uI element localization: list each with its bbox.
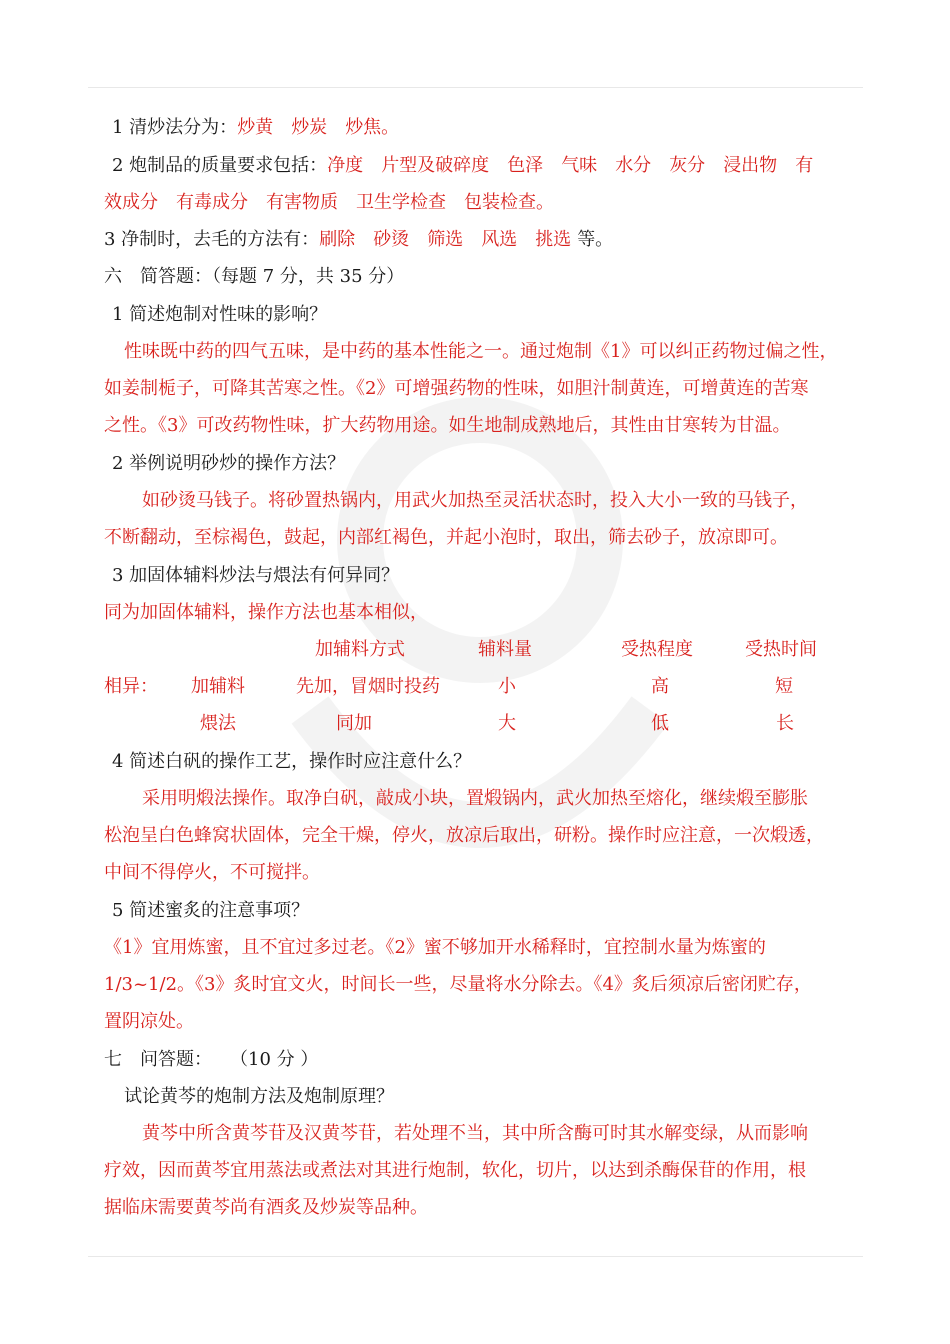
fill-q1-answer: 炒黄	[237, 117, 274, 138]
table-row-name: 煨法	[200, 713, 236, 734]
fill-q3-answer: 筛选	[427, 229, 464, 250]
s7-answer-line: 黄芩中所含黄芩苷及汉黄芩苷，若处理不当，其中所含酶可时其水解变绿，从而影响	[142, 1123, 808, 1144]
s6-q4-answer-line: 中间不得停火，不可搅拌。	[104, 862, 320, 883]
s6-q5-answer-line: 《1》宜用炼蜜，且不宜过多过老。《2》蜜不够加开水稀释时，宜控制水量为炼蜜的	[104, 937, 766, 958]
fill-q3-answer: 刷除	[319, 229, 356, 250]
table-cell: 大	[498, 713, 516, 734]
table-header: 加辅料方式	[315, 639, 405, 660]
fill-q2-answer: 浸出物	[723, 155, 778, 176]
fill-q2-answer: 灰分	[669, 155, 706, 176]
table-cell: 短	[775, 676, 793, 697]
s6-q1-answer-line: 如姜制栀子，可降其苦寒之性。《2》可增强药物的性味，如胆汁制黄连，可增黄连的苦寒	[104, 378, 809, 399]
section7-heading: 七 问答题： （10 分 ）	[104, 1049, 319, 1070]
table-header: 受热时间	[745, 639, 817, 660]
fill-q3-answer: 挑选	[535, 229, 572, 250]
fill-q2-answer: 卫生学检查	[356, 192, 446, 213]
diff-label: 相异：	[104, 676, 158, 697]
top-rule	[88, 87, 863, 88]
table-cell: 低	[651, 713, 669, 734]
s6-q5-question: 5 简述蜜炙的注意事项？	[112, 900, 310, 921]
fill-q1-answer: 炒炭	[291, 117, 328, 138]
s6-q3-intro: 同为加固体辅料，操作方法也基本相似，	[104, 602, 428, 623]
s6-q2-answer-line: 不断翻动，至棕褐色，鼓起，内部红褐色，并起小泡时，取出，筛去砂子，放凉即可。	[104, 527, 788, 548]
s6-q1-answer-line: 性味既中药的四气五味，是中药的基本性能之一。通过炮制《1》可以纠正药物过偏之性，	[124, 341, 838, 362]
fill-q2-answer: 气味	[561, 155, 598, 176]
s6-q1-answer-line: 之性。《3》可改药物性味，扩大药物用途。如生地制成熟地后，其性由甘寒转为甘温。	[104, 415, 791, 436]
table-cell: 高	[651, 676, 669, 697]
fill-q1-answer: 炒焦。	[345, 117, 400, 138]
s7-answer-line: 据临床需要黄芩尚有酒炙及炒炭等品种。	[104, 1197, 428, 1218]
fill-q2-answer: 净度	[327, 155, 364, 176]
fill-q2-line1	[112, 154, 813, 178]
table-cell: 先加，冒烟时投药	[296, 676, 440, 697]
s6-q5-answer-line: 1/3~1/2。《3》炙时宜文火，时间长一些，尽量将水分除去。《4》炙后须凉后密闭贮存，	[104, 974, 812, 995]
fill-q2-answer: 包装检查。	[464, 192, 554, 213]
s6-q4-answer-line: 采用明煅法操作。取净白矾，敲成小块，置煅锅内，武火加热至熔化，继续煅至膨胀	[142, 788, 808, 809]
fill-q1	[112, 116, 399, 140]
fill-q2-answer: 片型及破碎度	[381, 155, 490, 176]
table-header: 辅料量	[478, 639, 532, 660]
fill-q2-answer: 效成分	[104, 192, 158, 213]
fill-q3-answer: 砂烫	[373, 229, 410, 250]
fill-q3-suffix: 等。	[577, 229, 614, 250]
fill-q1-label: 1 清炒法分为：	[112, 117, 238, 138]
bottom-rule	[88, 1256, 863, 1257]
fill-q2-answer: 水分	[615, 155, 652, 176]
s6-q2-answer-line: 如砂烫马钱子。将砂置热锅内，用武火加热至灵活状态时，投入大小一致的马钱子，	[142, 490, 808, 511]
table-header: 受热程度	[621, 639, 693, 660]
table-row-name: 加辅料	[191, 676, 245, 697]
table-cell: 同加	[336, 713, 372, 734]
fill-q2-line2	[104, 191, 554, 215]
s6-q3-question: 3 加固体辅料炒法与煨法有何异同？	[112, 565, 400, 586]
section6-heading: 六 简答题：（每题 7 分，共 35 分）	[104, 266, 405, 287]
s6-q4-question: 4 简述白矾的操作工艺，操作时应注意什么？	[112, 751, 472, 772]
s7-answer-line: 疗效，因而黄芩宜用蒸法或煮法对其进行炮制，软化，切片，以达到杀酶保苷的作用，根	[104, 1160, 806, 1181]
table-cell: 长	[776, 713, 794, 734]
table-cell: 小	[498, 676, 516, 697]
fill-q3-answer: 风选	[481, 229, 518, 250]
s7-question: 试论黄芩的炮制方法及炮制原理？	[124, 1086, 394, 1107]
fill-q3-label: 3 净制时，去毛的方法有：	[104, 229, 320, 250]
s6-q1-question: 1 简述炮制对性味的影响？	[112, 304, 328, 325]
fill-q2-answer: 色泽	[507, 155, 544, 176]
s6-q5-answer-line: 置阴凉处。	[104, 1011, 194, 1032]
s6-q4-answer-line: 松泡呈白色蜂窝状固体，完全干燥，停火，放凉后取出，研粉。操作时应注意，一次煅透，	[104, 825, 824, 846]
s6-q2-question: 2 举例说明砂炒的操作方法？	[112, 453, 346, 474]
fill-q2-answer: 有毒成分	[176, 192, 248, 213]
fill-q2-answer: 有害物质	[266, 192, 338, 213]
fill-q3	[104, 228, 613, 252]
fill-q2-label: 2 炮制品的质量要求包括：	[112, 155, 328, 176]
fill-q2-answer: 有	[795, 155, 814, 176]
